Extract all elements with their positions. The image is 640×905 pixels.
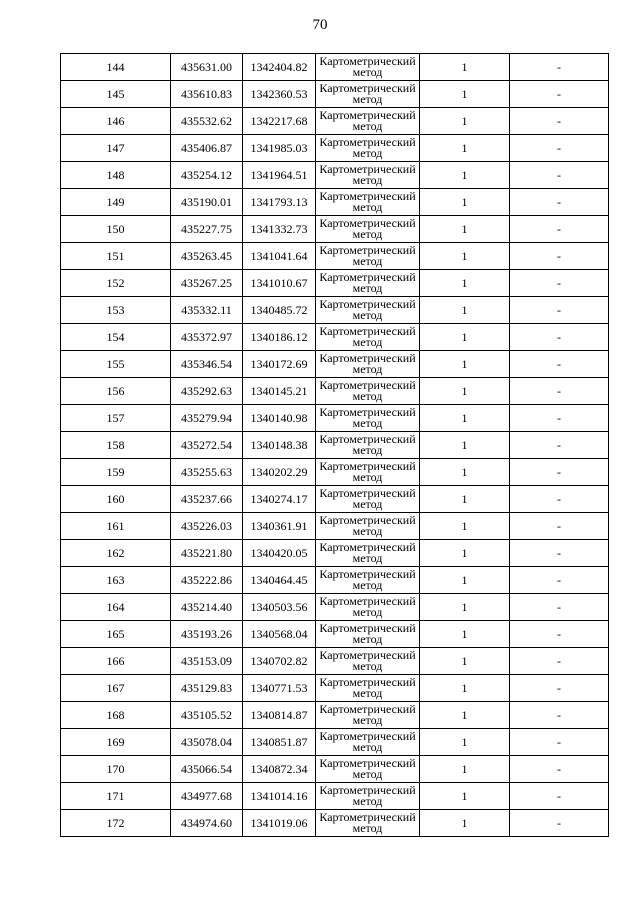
count-cell: 1 xyxy=(420,135,510,162)
point-number-cell: 159 xyxy=(61,459,171,486)
method-cell: Картометрический метод xyxy=(316,54,420,81)
x-coordinate-cell: 435078.04 xyxy=(171,729,243,756)
table-row xyxy=(61,243,609,270)
point-number-cell: 144 xyxy=(61,54,171,81)
table-row xyxy=(61,324,609,351)
note-cell: - xyxy=(510,648,609,675)
note-cell: - xyxy=(510,810,609,837)
x-coordinate-cell: 435129.83 xyxy=(171,675,243,702)
note-cell: - xyxy=(510,135,609,162)
y-coordinate-cell: 1340771.53 xyxy=(243,675,316,702)
y-coordinate-cell: 1341332.73 xyxy=(243,216,316,243)
point-number-cell: 162 xyxy=(61,540,171,567)
coordinates-table xyxy=(60,53,609,837)
table-row xyxy=(61,162,609,189)
x-coordinate-cell: 435221.80 xyxy=(171,540,243,567)
method-cell: Картометрический метод xyxy=(316,594,420,621)
count-cell: 1 xyxy=(420,108,510,135)
point-number-cell: 157 xyxy=(61,405,171,432)
y-coordinate-cell: 1341014.16 xyxy=(243,783,316,810)
method-cell: Картометрический метод xyxy=(316,351,420,378)
table-row xyxy=(61,648,609,675)
y-coordinate-cell: 1340202.29 xyxy=(243,459,316,486)
point-number-cell: 168 xyxy=(61,702,171,729)
table-row xyxy=(61,729,609,756)
method-cell: Картометрический метод xyxy=(316,729,420,756)
point-number-cell: 156 xyxy=(61,378,171,405)
table-row xyxy=(61,594,609,621)
x-coordinate-cell: 435255.63 xyxy=(171,459,243,486)
note-cell: - xyxy=(510,378,609,405)
y-coordinate-cell: 1340145.21 xyxy=(243,378,316,405)
count-cell: 1 xyxy=(420,297,510,324)
y-coordinate-cell: 1341964.51 xyxy=(243,162,316,189)
x-coordinate-cell: 435631.00 xyxy=(171,54,243,81)
x-coordinate-cell: 435267.25 xyxy=(171,270,243,297)
note-cell: - xyxy=(510,405,609,432)
x-coordinate-cell: 435610.83 xyxy=(171,81,243,108)
method-cell: Картометрический метод xyxy=(316,297,420,324)
point-number-cell: 151 xyxy=(61,243,171,270)
note-cell: - xyxy=(510,81,609,108)
method-cell: Картометрический метод xyxy=(316,486,420,513)
count-cell: 1 xyxy=(420,54,510,81)
method-cell: Картометрический метод xyxy=(316,756,420,783)
note-cell: - xyxy=(510,729,609,756)
x-coordinate-cell: 435279.94 xyxy=(171,405,243,432)
count-cell: 1 xyxy=(420,783,510,810)
point-number-cell: 150 xyxy=(61,216,171,243)
table-row xyxy=(61,756,609,783)
y-coordinate-cell: 1340172.69 xyxy=(243,351,316,378)
table-row xyxy=(61,459,609,486)
method-cell: Картометрический метод xyxy=(316,270,420,297)
note-cell: - xyxy=(510,216,609,243)
note-cell: - xyxy=(510,270,609,297)
method-cell: Картометрический метод xyxy=(316,810,420,837)
note-cell: - xyxy=(510,594,609,621)
table-row xyxy=(61,189,609,216)
point-number-cell: 146 xyxy=(61,108,171,135)
note-cell: - xyxy=(510,243,609,270)
y-coordinate-cell: 1342217.68 xyxy=(243,108,316,135)
table-row xyxy=(61,540,609,567)
note-cell: - xyxy=(510,540,609,567)
x-coordinate-cell: 435532.62 xyxy=(171,108,243,135)
note-cell: - xyxy=(510,54,609,81)
y-coordinate-cell: 1341019.06 xyxy=(243,810,316,837)
note-cell: - xyxy=(510,513,609,540)
method-cell: Картометрический метод xyxy=(316,135,420,162)
note-cell: - xyxy=(510,756,609,783)
count-cell: 1 xyxy=(420,270,510,297)
y-coordinate-cell: 1340814.87 xyxy=(243,702,316,729)
count-cell: 1 xyxy=(420,216,510,243)
point-number-cell: 160 xyxy=(61,486,171,513)
x-coordinate-cell: 434974.60 xyxy=(171,810,243,837)
x-coordinate-cell: 435226.03 xyxy=(171,513,243,540)
method-cell: Картометрический метод xyxy=(316,405,420,432)
count-cell: 1 xyxy=(420,189,510,216)
count-cell: 1 xyxy=(420,432,510,459)
point-number-cell: 155 xyxy=(61,351,171,378)
table-row xyxy=(61,432,609,459)
count-cell: 1 xyxy=(420,351,510,378)
note-cell: - xyxy=(510,324,609,351)
point-number-cell: 169 xyxy=(61,729,171,756)
method-cell: Картометрический метод xyxy=(316,783,420,810)
count-cell: 1 xyxy=(420,243,510,270)
x-coordinate-cell: 435254.12 xyxy=(171,162,243,189)
y-coordinate-cell: 1340851.87 xyxy=(243,729,316,756)
count-cell: 1 xyxy=(420,81,510,108)
point-number-cell: 163 xyxy=(61,567,171,594)
method-cell: Картометрический метод xyxy=(316,567,420,594)
table-row xyxy=(61,810,609,837)
y-coordinate-cell: 1340186.12 xyxy=(243,324,316,351)
point-number-cell: 171 xyxy=(61,783,171,810)
table-row xyxy=(61,270,609,297)
count-cell: 1 xyxy=(420,513,510,540)
note-cell: - xyxy=(510,297,609,324)
point-number-cell: 145 xyxy=(61,81,171,108)
point-number-cell: 170 xyxy=(61,756,171,783)
method-cell: Картометрический метод xyxy=(316,108,420,135)
point-number-cell: 149 xyxy=(61,189,171,216)
count-cell: 1 xyxy=(420,729,510,756)
table-row xyxy=(61,702,609,729)
method-cell: Картометрический метод xyxy=(316,675,420,702)
y-coordinate-cell: 1340420.05 xyxy=(243,540,316,567)
x-coordinate-cell: 435193.26 xyxy=(171,621,243,648)
table-row xyxy=(61,135,609,162)
y-coordinate-cell: 1340464.45 xyxy=(243,567,316,594)
y-coordinate-cell: 1341041.64 xyxy=(243,243,316,270)
x-coordinate-cell: 435272.54 xyxy=(171,432,243,459)
method-cell: Картометрический метод xyxy=(316,702,420,729)
note-cell: - xyxy=(510,432,609,459)
table-row xyxy=(61,216,609,243)
table-row xyxy=(61,351,609,378)
count-cell: 1 xyxy=(420,594,510,621)
y-coordinate-cell: 1340274.17 xyxy=(243,486,316,513)
x-coordinate-cell: 435105.52 xyxy=(171,702,243,729)
y-coordinate-cell: 1340485.72 xyxy=(243,297,316,324)
note-cell: - xyxy=(510,108,609,135)
x-coordinate-cell: 435346.54 xyxy=(171,351,243,378)
x-coordinate-cell: 435332.11 xyxy=(171,297,243,324)
method-cell: Картометрический метод xyxy=(316,324,420,351)
x-coordinate-cell: 435406.87 xyxy=(171,135,243,162)
table-row xyxy=(61,81,609,108)
y-coordinate-cell: 1340702.82 xyxy=(243,648,316,675)
y-coordinate-cell: 1341793.13 xyxy=(243,189,316,216)
y-coordinate-cell: 1340140.98 xyxy=(243,405,316,432)
table-row xyxy=(61,297,609,324)
table-row xyxy=(61,54,609,81)
method-cell: Картометрический метод xyxy=(316,540,420,567)
note-cell: - xyxy=(510,702,609,729)
count-cell: 1 xyxy=(420,540,510,567)
method-cell: Картометрический метод xyxy=(316,621,420,648)
point-number-cell: 148 xyxy=(61,162,171,189)
y-coordinate-cell: 1342404.82 xyxy=(243,54,316,81)
x-coordinate-cell: 435372.97 xyxy=(171,324,243,351)
table-row xyxy=(61,621,609,648)
note-cell: - xyxy=(510,351,609,378)
count-cell: 1 xyxy=(420,162,510,189)
x-coordinate-cell: 435222.86 xyxy=(171,567,243,594)
method-cell: Картометрический метод xyxy=(316,648,420,675)
table-row xyxy=(61,675,609,702)
count-cell: 1 xyxy=(420,324,510,351)
point-number-cell: 158 xyxy=(61,432,171,459)
count-cell: 1 xyxy=(420,810,510,837)
table-row xyxy=(61,567,609,594)
count-cell: 1 xyxy=(420,756,510,783)
table-row xyxy=(61,108,609,135)
x-coordinate-cell: 435066.54 xyxy=(171,756,243,783)
table-row xyxy=(61,486,609,513)
note-cell: - xyxy=(510,621,609,648)
count-cell: 1 xyxy=(420,405,510,432)
method-cell: Картометрический метод xyxy=(316,378,420,405)
count-cell: 1 xyxy=(420,486,510,513)
page-number: 70 xyxy=(312,17,328,33)
note-cell: - xyxy=(510,459,609,486)
note-cell: - xyxy=(510,675,609,702)
method-cell: Картометрический метод xyxy=(316,459,420,486)
y-coordinate-cell: 1340148.38 xyxy=(243,432,316,459)
count-cell: 1 xyxy=(420,378,510,405)
count-cell: 1 xyxy=(420,648,510,675)
method-cell: Картометрический метод xyxy=(316,81,420,108)
note-cell: - xyxy=(510,189,609,216)
y-coordinate-cell: 1340568.04 xyxy=(243,621,316,648)
point-number-cell: 165 xyxy=(61,621,171,648)
y-coordinate-cell: 1342360.53 xyxy=(243,81,316,108)
note-cell: - xyxy=(510,783,609,810)
note-cell: - xyxy=(510,567,609,594)
count-cell: 1 xyxy=(420,459,510,486)
x-coordinate-cell: 434977.68 xyxy=(171,783,243,810)
point-number-cell: 167 xyxy=(61,675,171,702)
x-coordinate-cell: 435227.75 xyxy=(171,216,243,243)
point-number-cell: 152 xyxy=(61,270,171,297)
y-coordinate-cell: 1340503.56 xyxy=(243,594,316,621)
method-cell: Картометрический метод xyxy=(316,432,420,459)
x-coordinate-cell: 435263.45 xyxy=(171,243,243,270)
count-cell: 1 xyxy=(420,702,510,729)
point-number-cell: 153 xyxy=(61,297,171,324)
y-coordinate-cell: 1341010.67 xyxy=(243,270,316,297)
table-body xyxy=(61,54,609,837)
y-coordinate-cell: 1341985.03 xyxy=(243,135,316,162)
method-cell: Картометрический метод xyxy=(316,189,420,216)
x-coordinate-cell: 435237.66 xyxy=(171,486,243,513)
point-number-cell: 147 xyxy=(61,135,171,162)
y-coordinate-cell: 1340872.34 xyxy=(243,756,316,783)
method-cell: Картометрический метод xyxy=(316,243,420,270)
count-cell: 1 xyxy=(420,621,510,648)
point-number-cell: 166 xyxy=(61,648,171,675)
count-cell: 1 xyxy=(420,567,510,594)
point-number-cell: 154 xyxy=(61,324,171,351)
point-number-cell: 161 xyxy=(61,513,171,540)
y-coordinate-cell: 1340361.91 xyxy=(243,513,316,540)
table-row xyxy=(61,378,609,405)
method-cell: Картометрический метод xyxy=(316,162,420,189)
table-row xyxy=(61,783,609,810)
x-coordinate-cell: 435190.01 xyxy=(171,189,243,216)
method-cell: Картометрический метод xyxy=(316,513,420,540)
point-number-cell: 172 xyxy=(61,810,171,837)
note-cell: - xyxy=(510,486,609,513)
point-number-cell: 164 xyxy=(61,594,171,621)
note-cell: - xyxy=(510,162,609,189)
x-coordinate-cell: 435292.63 xyxy=(171,378,243,405)
method-cell: Картометрический метод xyxy=(316,216,420,243)
x-coordinate-cell: 435153.09 xyxy=(171,648,243,675)
count-cell: 1 xyxy=(420,675,510,702)
x-coordinate-cell: 435214.40 xyxy=(171,594,243,621)
table-row xyxy=(61,513,609,540)
table-row xyxy=(61,405,609,432)
